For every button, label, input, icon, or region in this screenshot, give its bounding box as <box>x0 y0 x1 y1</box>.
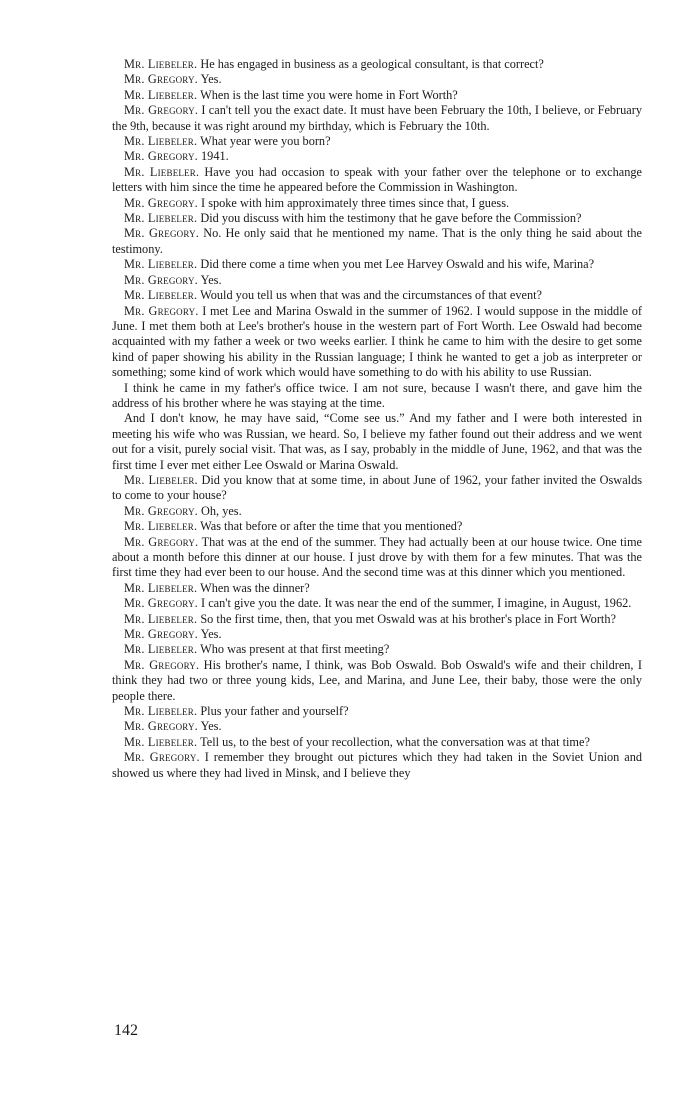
paragraph <box>112 596 642 611</box>
paragraph-text: And I don't know, he may have said, “Come see us.” And my father and I were both interested in meeting his wife who was Russian, we heard. So, I believe my father found out their address and we went out for a visit, purely social visit. That was, as I say, probably in the middle of June, 1962, and that was the first time I ever met either Lee Oswald or Marina Oswald. <box>112 411 642 472</box>
paragraph <box>112 735 642 750</box>
paragraph-text: I met Lee and Marina Oswald in the summer of 1962. I would suppose in the middle of June. I met them both at Lee's brother's house in the western part of Fort Worth. Lee Oswald had become acquainted with my father a week or two weeks earlier. I think he came to him with the desire to get some kind of paper showing his ability in the Russian language; I think he wanted to get a job as interpreter or something; some kind of work which would have something to do with his ability to use Russian. <box>112 303 642 380</box>
paragraph <box>112 165 642 196</box>
speaker-label: Mr. Gregory. <box>124 272 198 287</box>
speaker-label: Mr. Gregory. <box>124 195 198 210</box>
paragraph <box>112 535 642 581</box>
paragraph <box>112 257 642 272</box>
paragraph-text: Yes. <box>197 719 222 734</box>
paragraph-text: No. He only said that he mentioned my name. That is the only thing he said about the testimony. <box>112 226 642 256</box>
paragraph-text: So the first time, then, that you met Oswald was at his brother's place in Fort Worth? <box>197 611 616 626</box>
speaker-label: Mr. Gregory. <box>124 303 199 318</box>
paragraph <box>112 273 642 288</box>
page-number: 142 <box>114 1022 138 1039</box>
speaker-label: Mr. Gregory. <box>124 72 198 87</box>
paragraph <box>112 211 642 226</box>
paragraph <box>112 149 642 164</box>
speaker-label: Mr. Liebeler. <box>124 164 200 179</box>
speaker-label: Mr. Gregory. <box>124 149 198 164</box>
paragraph <box>112 581 642 596</box>
paragraph-text: I spoke with him approximately three times since that, I guess. <box>197 195 510 210</box>
paragraph-text: 1941. <box>197 149 229 164</box>
paragraph <box>112 642 642 657</box>
speaker-label: Mr. Gregory. <box>124 627 198 642</box>
speaker-label: Mr. Liebeler. <box>124 472 198 487</box>
speaker-label: Mr. Liebeler. <box>124 734 198 749</box>
paragraph-text: Did there come a time when you met Lee Harvey Oswald and his wife, Marina? <box>197 257 595 272</box>
speaker-label: Mr. Gregory. <box>124 719 198 734</box>
paragraph-text: Yes. <box>197 72 222 87</box>
paragraph <box>112 103 642 134</box>
paragraph <box>112 72 642 87</box>
paragraph-text: I think he came in my father's office twice. I am not sure, because I wasn't there, and gave him the address of his brother where he was staying at the time. <box>112 380 642 410</box>
paragraph <box>112 288 642 303</box>
paragraph <box>112 57 642 72</box>
speaker-label: Mr. Liebeler. <box>124 57 198 71</box>
paragraph <box>112 627 642 642</box>
paragraph-text: When is the last time you were home in Fort Worth? <box>197 87 458 102</box>
speaker-label: Mr. Gregory. <box>124 750 200 765</box>
speaker-label: Mr. Liebeler. <box>124 642 198 657</box>
speaker-label: Mr. Liebeler. <box>124 134 198 149</box>
paragraph-text: Oh, yes. <box>197 503 242 518</box>
paragraph-text: Would you tell us when that was and the circumstances of that event? <box>197 288 542 303</box>
paragraph-text: Did you know that at some time, in about June of 1962, your father invited the Oswalds to come to your house? <box>112 472 642 503</box>
paragraph <box>112 473 642 504</box>
speaker-label: Mr. Gregory. <box>124 226 200 241</box>
paragraph <box>112 612 642 627</box>
paragraph <box>112 196 642 211</box>
speaker-label: Mr. Liebeler. <box>124 211 198 226</box>
paragraph-text: He has engaged in business as a geological consultant, is that correct? <box>197 57 544 71</box>
paragraph <box>112 304 642 381</box>
paragraph-text: His brother's name, I think, was Bob Oswald. Bob Oswald's wife and their children, I think they had two or three young kids, Lee, and Marina, and June Lee, their baby, those were the only people there. <box>112 657 642 703</box>
speaker-label: Mr. Gregory. <box>124 534 199 549</box>
speaker-label: Mr. Gregory. <box>124 503 198 518</box>
paragraph-text: I can't give you the date. It was near the end of the summer, I imagine, in August, 1962. <box>197 596 632 611</box>
paragraph-text: Who was present at that first meeting? <box>197 642 390 657</box>
speaker-label: Mr. Liebeler. <box>124 580 198 595</box>
paragraph-text: Plus your father and yourself? <box>197 704 349 719</box>
paragraph <box>112 504 642 519</box>
paragraph <box>112 658 642 704</box>
paragraph-text: I can't tell you the exact date. It must have been February the 10th, I believe, or February the 9th, because it was right around my birthday, which is February the 10th. <box>112 103 642 133</box>
speaker-label: Mr. Liebeler. <box>124 288 198 303</box>
paragraph <box>112 226 642 257</box>
speaker-label: Mr. Liebeler. <box>124 519 198 534</box>
paragraph-text: Did you discuss with him the testimony that he gave before the Commission? <box>197 211 582 226</box>
paragraph <box>112 704 642 719</box>
paragraph-text: Yes. <box>197 627 222 642</box>
paragraph-text: Have you had occasion to speak with your father over the telephone or to exchange letters with him since the time he appeared before the Commission in Washington. <box>112 164 642 195</box>
paragraph-text: When was the dinner? <box>197 580 310 595</box>
speaker-label: Mr. Gregory. <box>124 657 200 672</box>
paragraph <box>112 750 642 781</box>
paragraph <box>112 719 642 734</box>
speaker-label: Mr. Liebeler. <box>124 611 198 626</box>
paragraph-text: Tell us, to the best of your recollection, what the conversation was at that time? <box>197 734 590 749</box>
transcript-page <box>112 57 642 781</box>
paragraph <box>112 88 642 103</box>
speaker-label: Mr. Liebeler. <box>124 87 198 102</box>
paragraph-text: I remember they brought out pictures which they had taken in the Soviet Union and showed us where they had lived in Minsk, and I believe they <box>112 750 642 780</box>
paragraph <box>112 411 642 473</box>
paragraph-text: Yes. <box>197 272 222 287</box>
paragraph <box>112 519 642 534</box>
paragraph <box>112 134 642 149</box>
paragraph-text: What year were you born? <box>197 134 331 149</box>
speaker-label: Mr. Liebeler. <box>124 257 198 272</box>
paragraph-text: Was that before or after the time that you mentioned? <box>197 519 463 534</box>
speaker-label: Mr. Gregory. <box>124 596 198 611</box>
paragraph <box>112 381 642 412</box>
speaker-label: Mr. Gregory. <box>124 103 199 118</box>
paragraph-text: That was at the end of the summer. They had actually been at our house twice. One time about a month before this dinner at our house. I just drove by with them for a few minutes. That was the first time they had ever been to our house. And the second time was at this dinner which you mentioned. <box>112 534 642 580</box>
speaker-label: Mr. Liebeler. <box>124 704 198 719</box>
